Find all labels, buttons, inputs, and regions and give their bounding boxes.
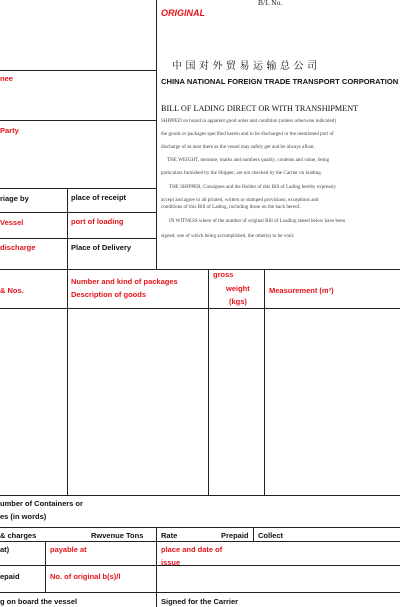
packages-header-line2: Description of goods: [71, 290, 146, 299]
place-date-issue-line1: place and date of: [161, 545, 223, 554]
divider-main-vertical: [156, 0, 157, 269]
divider-goods-col3: [264, 269, 265, 495]
freight-charges-label: & charges: [0, 531, 37, 540]
terms-line: accept and agree to all printed, written or stamped provisions, exceptions and: [161, 197, 319, 203]
prepaid-label: Prepaid: [221, 531, 249, 540]
company-name-chinese: 中 国 对 外 贸 易 运 输 总 公 司: [172, 61, 318, 72]
divider-consignee-bottom: [0, 120, 156, 121]
terms-line: conditions of this Bill of Lading, including those on the back hereof.: [161, 204, 301, 210]
marks-and-numbers-header: & Nos.: [0, 286, 24, 295]
divider-notify-bottom: [0, 188, 156, 189]
total-containers-label-line1: umber of Containers or: [0, 499, 83, 508]
gross-weight-header-line1: gross: [213, 270, 234, 279]
divider-goods-col1: [67, 269, 68, 495]
loading-on-board-label: g on board the vessel: [0, 597, 78, 606]
ocean-vessel-label: Vessel: [0, 218, 24, 227]
number-of-original-bl-label: No. of original b(s)/l: [50, 572, 121, 581]
original-label: ORIGINAL: [161, 8, 205, 18]
divider-payable-row-bottom: [0, 565, 400, 566]
consignee-label: nee: [0, 74, 13, 83]
bl-no-label: B/L No.: [258, 0, 283, 7]
place-of-receipt-label: place of receipt: [71, 193, 127, 202]
gross-weight-header-line3: (kgs): [229, 297, 247, 306]
divider-vessel-bottom: [0, 238, 156, 239]
rate-label: Rate: [161, 531, 178, 540]
signed-for-carrier-label: Signed for the Carrier: [161, 597, 239, 606]
divider-prepaid-collect: [253, 527, 254, 541]
terms-line: THE SHIPPER, Consignee and the Holder of this Bill of Lading hereby expressly: [169, 184, 337, 190]
revenue-tons-label: Rwvenue Tons: [91, 531, 144, 540]
divider-original-row-bottom: [0, 592, 400, 593]
packages-header-line1: Number and kind of packages: [71, 277, 178, 286]
notify-party-label: Party: [0, 126, 19, 135]
pre-carriage-by-label: riage by: [0, 194, 29, 203]
terms-line: THE WEIGHT, measure, marks and numbers quality, contents and value, being: [167, 157, 330, 163]
total-containers-label-line2: es (in words): [0, 512, 47, 521]
company-name-english: CHINA NATIONAL FOREIGN TRADE TRANSPORT CORPORATION: [161, 77, 399, 86]
divider-routing-vertical: [67, 188, 68, 269]
port-of-loading-label: port of loading: [71, 217, 124, 226]
payable-at-label: payable at: [50, 545, 87, 554]
document-title: BILL OF LADING DIRECT OR WITH TRANSHIPMENT: [161, 104, 359, 113]
place-date-issue-line2: issue: [161, 558, 181, 567]
divider-precarriage-bottom: [0, 212, 156, 213]
divider-goods-bottom: [0, 495, 400, 496]
terms-line: particulars furnished by the Shipper, are not checked by the Carrier on loading.: [161, 170, 323, 176]
divider-footer-mid: [156, 527, 157, 607]
gross-weight-header-line2: weight: [226, 284, 250, 293]
total-prepaid-label: epaid: [0, 572, 20, 581]
collect-label: Collect: [258, 531, 284, 540]
terms-line: signed, one of which being accomplished, the other(s) to be void.: [161, 233, 295, 239]
place-of-delivery-label: Place of Delivery: [71, 243, 132, 252]
divider-freight-row-bottom: [0, 541, 400, 542]
terms-line: SHIPPED on board in apparent good order and condition (unless otherwise indicated): [161, 118, 336, 124]
divider-goods-top: [0, 269, 400, 270]
terms-line: IN WITNESS where of the number of original Bill of Loading stated below have been: [169, 218, 346, 224]
terms-line: discharge of as near there as the vessel may safely get and be always afloat.: [161, 144, 315, 150]
port-of-discharge-label: discharge: [0, 243, 36, 252]
divider-prepaid-at: [45, 541, 46, 592]
prepaid-at-label: at): [0, 545, 10, 554]
terms-line: the goods or packages specified herein and to be discharged or the mentioned port of: [161, 131, 334, 137]
divider-goods-col2: [208, 269, 209, 495]
divider-total-containers-bottom: [0, 527, 400, 528]
divider-shipper-bottom: [0, 70, 156, 71]
measurement-header: Measurement (m³): [269, 286, 334, 295]
divider-goods-header-bottom: [0, 308, 400, 309]
